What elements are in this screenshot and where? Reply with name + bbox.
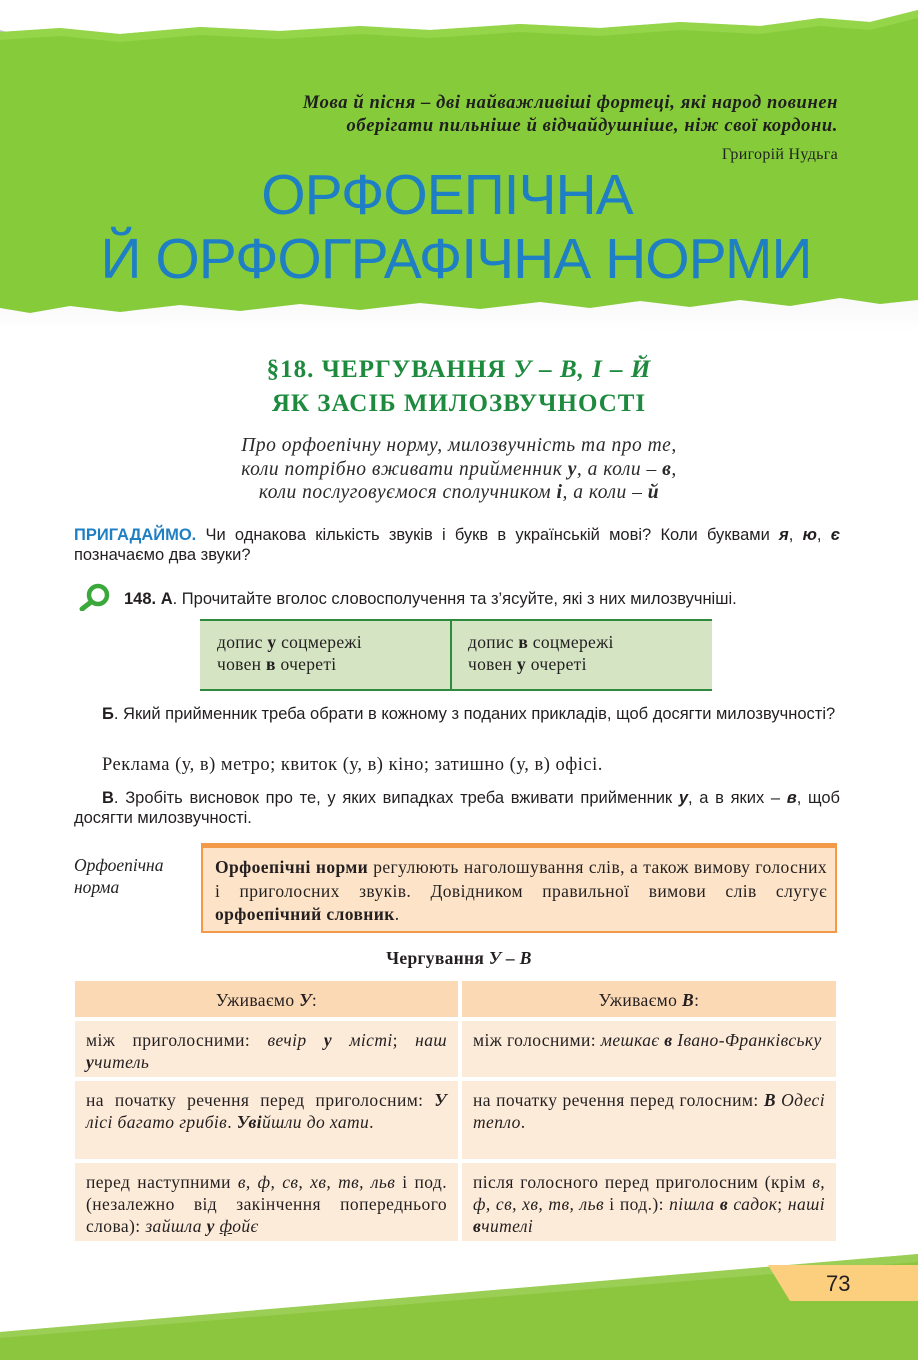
cell-text: на початку речення перед приголосним:	[86, 1090, 435, 1110]
cell-text: ;	[392, 1030, 416, 1050]
phrase-text: очереті	[275, 654, 337, 674]
definition-term: орфоепічний словник	[215, 904, 395, 924]
cell-preposition: Уві	[236, 1112, 262, 1132]
header-text: :	[694, 990, 700, 1010]
section-title-alternation: У – В, І – Й	[513, 356, 652, 383]
magnifier-icon	[78, 583, 112, 611]
table-title-text: Чергування	[386, 948, 489, 968]
cell-example: в, ф, св, хв, тв, льв	[473, 1172, 825, 1214]
phrase-preposition: в	[518, 632, 529, 652]
definition-label	[74, 854, 164, 898]
phrase-text: допис	[217, 632, 268, 652]
table-header-v	[462, 981, 836, 1017]
exercise-number: 148.	[124, 590, 157, 608]
table-cell-r1-v	[462, 1021, 836, 1077]
header-text: :	[311, 990, 318, 1010]
cell-preposition: У	[434, 1090, 447, 1110]
exercise-part-v: В	[102, 789, 114, 807]
table-cell-r3-v	[462, 1163, 836, 1241]
cell-example: чителі	[481, 1216, 534, 1236]
letter-ya: я	[779, 526, 789, 544]
epigraph-author: Григорій Нудьга	[721, 146, 838, 163]
phrase-column-left	[217, 631, 362, 675]
cell-example: садок	[728, 1194, 778, 1214]
cell-example: Івано-Франківську	[672, 1030, 822, 1050]
intro-text: , а коли –	[562, 482, 648, 503]
phrase-item	[217, 631, 362, 653]
cell-text: .	[520, 1112, 526, 1132]
cell-example: наші	[787, 1194, 825, 1214]
intro-letter-y: й	[647, 482, 660, 503]
cell-example: мешкає	[600, 1030, 665, 1050]
remember-text: ,	[816, 526, 831, 544]
cell-example: в, ф, св, хв, тв, льв	[237, 1172, 396, 1192]
intro-line-2	[0, 458, 918, 482]
intro-line-1: Про орфоепічну норму, милозвучність та про те,	[241, 435, 677, 456]
phrase-preposition: у	[517, 654, 527, 674]
header-letter: У	[299, 990, 312, 1010]
phrase-text: соцмережі	[528, 632, 614, 652]
cell-example: місті	[332, 1030, 393, 1050]
cell-example: зайшла	[145, 1216, 207, 1236]
exercise-148-task-a	[124, 589, 844, 609]
table-header-u	[75, 981, 458, 1017]
header-text: Уживаємо	[598, 990, 683, 1010]
cell-preposition: у	[323, 1030, 333, 1050]
exercise-part-a: А	[160, 590, 173, 608]
definition-body: .	[394, 904, 400, 924]
header-letter: В	[682, 990, 695, 1010]
exercise-148-task-b	[74, 704, 840, 724]
cell-example-underlined: ф	[219, 1216, 233, 1236]
cell-text: на початку речення перед голосним:	[473, 1090, 764, 1110]
intro-text: коли послуговуємося сполучником	[258, 482, 557, 503]
intro-letter-i: і	[556, 482, 563, 503]
epigraph-quote	[78, 92, 838, 138]
phrase-item	[217, 653, 362, 675]
phrase-preposition: в	[266, 654, 276, 674]
cell-example: йшли до хати	[262, 1112, 370, 1132]
remember-text: позначаємо два звуки?	[74, 546, 251, 564]
cell-text: ;	[777, 1194, 788, 1214]
remember-label: ПРИГАДАЙМО.	[74, 526, 197, 544]
table-title-letters: У – В	[488, 948, 532, 968]
exercise-example: Реклама (у, в) метро; квиток (у, в) кіно; затишно (у, в) офісі.	[102, 755, 603, 775]
cell-text: перед наступними	[86, 1172, 238, 1192]
definition-text	[215, 856, 827, 927]
exercise-text-v: , а в яких –	[688, 789, 787, 807]
chapter-title-line-2: Й ОРФОГРАФІЧНА НОРМИ	[100, 227, 812, 291]
cell-text: і под. (незалежно від закінчення попереднього слова):	[86, 1172, 447, 1236]
intro-text: , а коли –	[576, 458, 663, 480]
page-number: 73	[826, 1271, 851, 1296]
remember-text: Чи однакова кількість звуків і букв в українській мові? Коли буквами	[196, 526, 780, 544]
section-title-prefix: §18. ЧЕРГУВАННЯ	[266, 356, 514, 383]
intro-letter-u: у	[567, 458, 577, 480]
definition-box	[201, 843, 837, 933]
page-number-tab	[768, 1265, 918, 1301]
table-cell-r1-u	[75, 1021, 458, 1077]
definition-label-line: Орфоепічна	[74, 855, 164, 875]
intro-letter-v: в	[662, 458, 672, 480]
alternation-table-title	[0, 948, 918, 969]
letter-ye: є	[830, 526, 840, 544]
header-text: Уживаємо	[215, 990, 300, 1010]
table-cell-r2-v	[462, 1081, 836, 1159]
remember-text: ,	[788, 526, 794, 544]
cell-example: лісі багато грибів	[86, 1112, 228, 1132]
cell-example: наш	[415, 1030, 448, 1050]
intro-text: ,	[671, 458, 677, 480]
phrase-divider	[450, 621, 452, 689]
definition-term: Орфоепічні норми	[215, 857, 369, 877]
cell-preposition: у	[206, 1216, 215, 1236]
cell-example: Одесі тепло	[473, 1090, 825, 1132]
phrase-preposition: у	[267, 632, 277, 652]
cell-text: між голосними:	[473, 1030, 601, 1050]
letter-u: у	[678, 789, 688, 807]
table-cell-r3-u	[75, 1163, 458, 1241]
cell-example: пішла	[669, 1194, 720, 1214]
cell-preposition: в	[664, 1030, 673, 1050]
phrase-text: очереті	[526, 654, 587, 674]
exercise-text-v: . Зробіть висновок про те, у яких випадках треба вживати прийменник	[113, 789, 679, 807]
chapter-title-line-1: ОРФОЕПІЧНА	[261, 163, 633, 227]
exercise-text-a: . Прочитайте вголос словосполучення та з’ясуйте, які з них милозвучніші.	[172, 590, 737, 608]
section-subtitle: ЯК ЗАСІБ МИЛОЗВУЧНОСТІ	[271, 390, 647, 417]
cell-text: .	[227, 1112, 237, 1132]
cell-text: і под.):	[603, 1194, 670, 1214]
cell-preposition: в	[719, 1194, 729, 1214]
cell-preposition: у	[86, 1052, 95, 1072]
section-title	[0, 356, 918, 384]
letter-yu: ю	[802, 526, 817, 544]
phrase-column-right	[468, 631, 614, 675]
cell-text: між приголосними:	[86, 1030, 268, 1050]
epigraph-line-1: Мова й пісня – дві найважливіші фортеці, які народ повинен	[302, 93, 838, 113]
exercise-text-b: . Який прийменник треба обрати в кожному з поданих прикладів, щоб досягти милозвучності?	[113, 705, 836, 723]
phrase-text: соцмережі	[276, 632, 362, 652]
definition-label-line: норма	[74, 877, 120, 897]
letter-v: в	[786, 789, 797, 807]
exercise-148-task-v	[74, 788, 840, 828]
cell-text: .	[369, 1112, 374, 1132]
exercise-text-v: , щоб досягти милозвучності.	[74, 789, 840, 827]
section-intro	[0, 434, 918, 505]
cell-preposition: в	[473, 1216, 482, 1236]
exercise-phrase-table	[200, 619, 712, 691]
cell-example: читель	[94, 1052, 150, 1072]
phrase-item	[468, 631, 614, 653]
phrase-item	[468, 653, 614, 675]
cell-text: після голосного перед приголосним (крім	[473, 1172, 813, 1192]
cell-preposition: В	[763, 1090, 776, 1110]
table-cell-r2-u	[75, 1081, 458, 1159]
cell-example: ойє	[232, 1216, 259, 1236]
remember-paragraph	[74, 525, 840, 565]
intro-line-3	[0, 481, 918, 505]
exercise-part-b: Б	[102, 705, 114, 723]
phrase-text: допис	[468, 632, 519, 652]
definition-body: регулюють наголошування слів, а також вимову голосних і приголосних звуків. Довідником правильної вимови слів слугує	[215, 857, 827, 901]
intro-text: коли потрібно вживати прийменник	[241, 458, 568, 480]
cell-example: вечір	[267, 1030, 324, 1050]
phrase-text: човен	[468, 654, 518, 674]
phrase-text: човен	[217, 654, 267, 674]
epigraph-line-2: оберігати пильніше й відчайдушніше, ніж свої кордони.	[346, 116, 838, 136]
